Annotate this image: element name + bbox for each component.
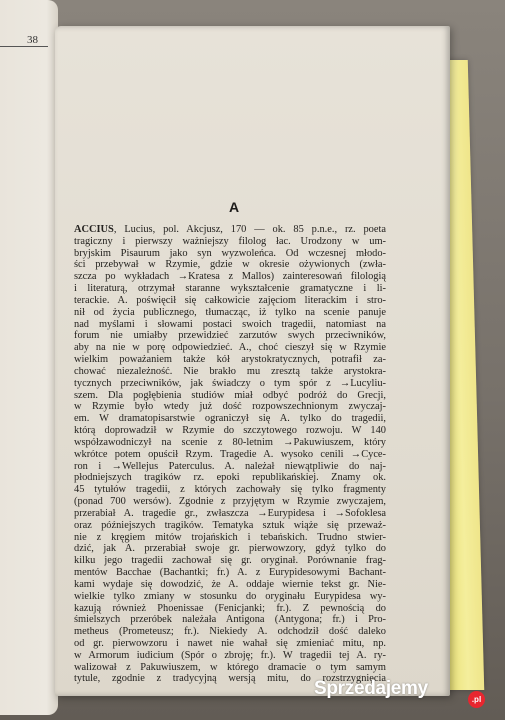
text-line: w Rzymie było wtedy już dość rozpowszechnionym zwyczaj- <box>74 401 386 413</box>
text-line: tycznych przeciwników, jak świadczy o tym spór z →Lucyliu- <box>74 377 386 389</box>
text-line: chować niezależność. Nie brakło mu zresztą także arystokra- <box>74 365 386 377</box>
text-line: 45 tytułów tragedii, z których zachowały się tylko fragmenty <box>74 484 386 496</box>
text-line: ACCIUS, Lucius, pol. Akcjusz, 170 — ok. 85 p.n.e., rz. poeta <box>74 224 386 235</box>
section-letter: A <box>229 199 240 215</box>
watermark-badge: .pl <box>468 691 485 708</box>
text-line: mentów Bacchae (Bachantki; fr.) A. z Eurypidesowymi Bachant- <box>74 567 386 579</box>
text-line: wielkie tylko zmiany w stosunku do oryginału Eurypidesa wy- <box>74 590 386 602</box>
text-line: wkrótce potem opuścił Rzym. Tragedie A. wysoko cenili →Cyce- <box>74 448 386 460</box>
page-number: 38 <box>27 34 38 46</box>
previous-page <box>0 0 58 715</box>
text-line: walizował z Pakuwiuszem, w którego dramacie o tym samym <box>74 661 386 673</box>
text-line: w Armorum iudicium (Spór o zbroję; fr.). W tragedii tej A. ry- <box>74 649 386 661</box>
text-line: śmielszych przeróbek należała Antigona (Antygona; fr.) i Pro- <box>74 614 386 626</box>
text-line: kami wydaje się dowodzić, że A. oddaje wiernie tekst gr. Nie- <box>74 578 386 590</box>
text-line: tragiczny i pierwszy ważniejszy filolog łac. Urodzony w um- <box>74 235 386 247</box>
text-line: bryjskim Pisaurum jako syn wyzwoleńca. Od wczesnej młodo- <box>74 247 386 259</box>
text-line: metheus (Prometeusz; fr.). Niekiedy A. odchodził dość daleko <box>74 626 386 638</box>
text-line: ron i →Wellejus Paterculus. A. należał niewątpliwie do naj- <box>74 460 386 472</box>
text-line: (ponad 700 wersów). Zgodnie z przyjętym w Rzymie zwyczajem, <box>74 496 386 508</box>
text-line: kilku jego tragedii zachował się gr. oryginał. Porównanie frag- <box>74 555 386 567</box>
text-line: kazują również Phoenissae (Fenicjanki; fr.). Z pewnością do <box>74 602 386 614</box>
text-line: forum nie umiałby przewidzieć zarzutów swych przeciwników, <box>74 330 386 342</box>
text-line: tytule, zgodnie z tradycyjną wersją mitu, do rozstrzygnięcia <box>74 673 386 685</box>
text-line: oraz późniejszych tragików. Tematyka sztuk wiąże się przeważ- <box>74 519 386 531</box>
text-line: którą doprowadził w Rzymie do szczytowego rozwoju. W 140 <box>74 425 386 437</box>
entry-text <box>74 224 386 685</box>
text-line: szem. Dla pogłębienia studiów miał odbyć podróż do Grecji, <box>74 389 386 401</box>
text-line: em. W dramatopisarstwie ograniczył się A. tylko do tragedii, <box>74 413 386 425</box>
text-line: nił od życia publicznego, tłumacząc, iż tylko na scenie panuje <box>74 306 386 318</box>
watermark-text: Sprzedajemy <box>314 678 428 699</box>
text-line: współzawodniczył na scenie z 80-letnim →Pakuwiuszem, który <box>74 436 386 448</box>
text-line: płodniejszych tragików rz. epoki republikańskiej. Znamy ok. <box>74 472 386 484</box>
text-line: nie z kręgiem mitów trojańskich i tebańskich. Trudno stwier- <box>74 531 386 543</box>
header-rule <box>0 46 48 47</box>
text-line: dzić, jak A. przerabiał swoje gr. pierwowzory, gdyż tylko do <box>74 543 386 555</box>
text-line: nad myślami i słowami postaci swoich tragedii, natomiast na <box>74 318 386 330</box>
text-line: terackie. A. poświęcił się całkowicie zajęciom literackim i stro- <box>74 294 386 306</box>
text-line: i literaturą, otrzymał staranne wykształcenie gramatyczne i li- <box>74 283 386 295</box>
text-line: ści przebywał w Rzymie, gdzie w okresie ożywionych (zwła- <box>74 259 386 271</box>
text-line: od gr. pierwowzoru i nawet nie wahał się zmieniać mitu, np. <box>74 637 386 649</box>
text-line: wielkim poważaniem także kół arystokratycznych, potrafił za- <box>74 354 386 366</box>
text-line: aby na nie w porę odpowiedzieć. A., choć cieszył się w Rzymie <box>74 342 386 354</box>
text-line: przerabiał A. tragedie gr., zwłaszcza →Eurypidesa i →Sofoklesa <box>74 507 386 519</box>
text-line: szcza po wykładach →Kratesa z Mallos) zainteresowań filologią <box>74 271 386 283</box>
